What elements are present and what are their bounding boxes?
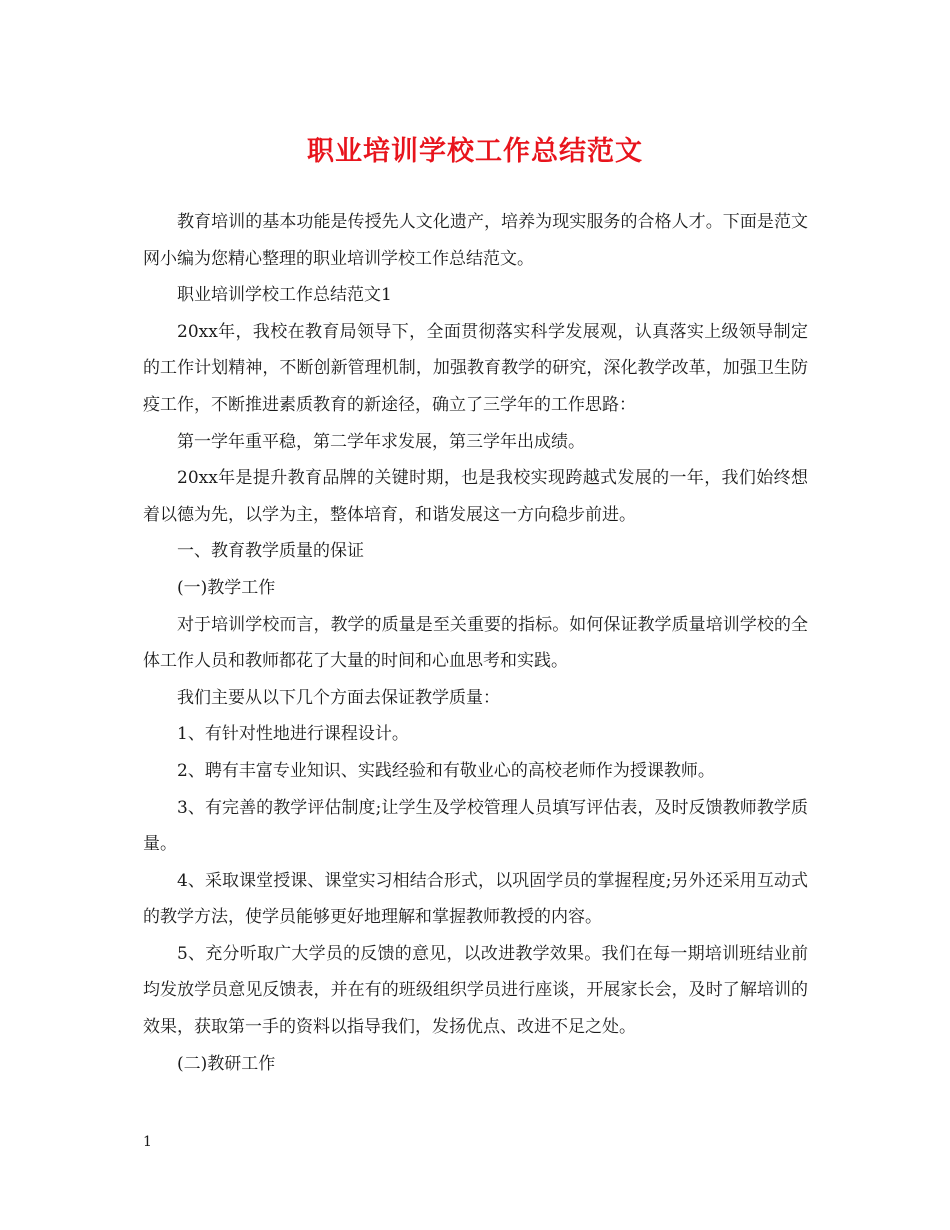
list-item: 4、采取课堂授课、课堂实习相结合形式，以巩固学员的掌握程度;另外还采用互动式的教学方法，使学员能够更好地理解和掌握教师教授的内容。 (143, 870, 808, 928)
page-number: 1 (143, 1134, 152, 1150)
document-title: 职业培训学校工作总结范文 (307, 136, 643, 167)
paragraph-section-heading: 职业培训学校工作总结范文1 (177, 285, 392, 306)
list-item: 2、聘有丰富专业知识、实践经验和有敬业心的高校老师作为授课教师。 (177, 760, 715, 781)
document-body (143, 204, 808, 1082)
paragraph: 第一学年重平稳，第二学年求发展，第三学年出成绩。 (177, 431, 585, 452)
paragraph-subheading: (一)教学工作 (177, 577, 276, 598)
paragraph-heading: 一、教育教学质量的保证 (177, 541, 364, 562)
paragraph: 对于培训学校而言，教学的质量是至关重要的指标。如何保证教学质量培训学校的全体工作人员和教师都花了大量的时间和心血思考和实践。 (143, 614, 808, 672)
paragraph: 20xx年是提升教育品牌的关键时期，也是我校实现跨越式发展的一年，我们始终想着以德为先，以学为主，整体培育，和谐发展这一方向稳步前进。 (143, 468, 808, 525)
paragraph-intro: 教育培训的基本功能是传授先人文化遗产，培养为现实服务的合格人才。下面是范文网小编为您精心整理的职业培训学校工作总结范文。 (143, 212, 808, 269)
paragraph: 20xx年，我校在教育局领导下，全面贯彻落实科学发展观，认真落实上级领导制定的工作计划精神，不断创新管理机制，加强教育教学的研究，深化教学改革，加强卫生防疫工作，不断推进素质教育的新途径，确立了三学年的工作思路： (143, 321, 808, 415)
list-item: 1、有针对性地进行课程设计。 (177, 724, 409, 745)
list-item: 5、充分听取广大学员的反馈的意见，以改进教学效果。我们在每一期培训班结业前均发放学员意见反馈表，并在有的班级组织学员进行座谈，开展家长会，及时了解培训的效果，获取第一手的资料以指导我们，发扬优点、改进不足之处。 (143, 943, 808, 1038)
paragraph-subheading: (二)教研工作 (177, 1053, 276, 1074)
list-item: 3、有完善的教学评估制度;让学生及学校管理人员填写评估表，及时反馈教师教学质量。 (143, 797, 808, 855)
paragraph: 我们主要从以下几个方面去保证教学质量： (177, 687, 500, 708)
